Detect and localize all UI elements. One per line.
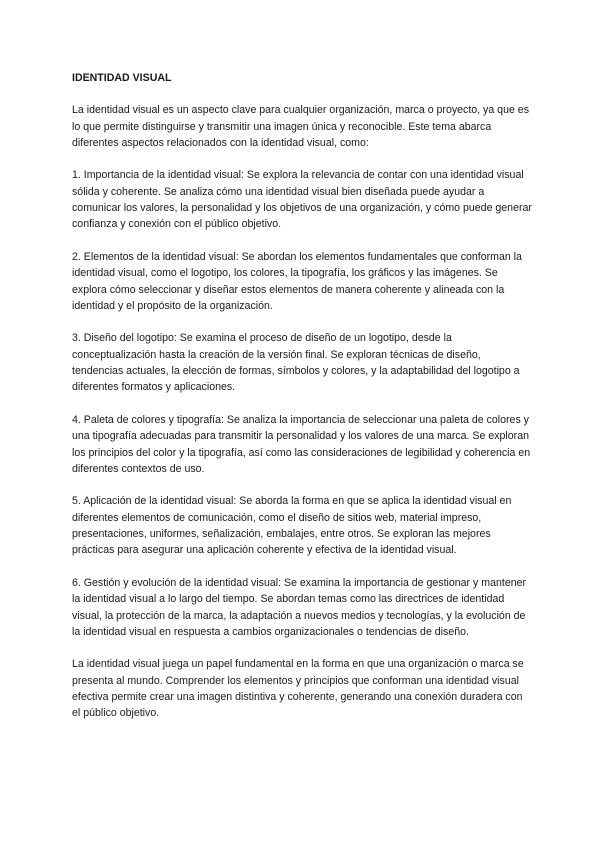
- paragraph-aplicacion: 5. Aplicación de la identidad visual: Se aborda la forma en que se aplica la identidad visual en diferentes elementos de comunicación, como el diseño de sitios web, material impreso, presentaciones, uniformes, señalización, embalajes, entre otros. Se exploran las mejores prácticas para asegurar una aplicación coherente y efectiva de la identidad visual.: [72, 495, 512, 557]
- paragraph-logotipo: 3. Diseño del logotipo: Se examina el proceso de diseño de un logotipo, desde la conceptualización hasta la creación de la versión final. Se exploran técnicas de diseño, tendencias actuales, la elección de formas, símbolos y colores, y la adaptabilidad del logotipo a diferentes formatos y aplicaciones.: [72, 332, 520, 394]
- paragraph-paleta: 4. Paleta de colores y tipografía: Se analiza la importancia de seleccionar una paleta de colores y una tipografía adecuadas para transmitir la personalidad y los valores de una marca. Se exploran los principios del color y la tipografía, así como las consideraciones de legibilidad y coherencia en diferentes contextos de uso.: [72, 413, 531, 475]
- document-page: [72, 70, 532, 738]
- paragraph-elementos: 2. Elementos de la identidad visual: Se abordan los elementos fundamentales que conforman la identidad visual, como el logotipo, los colores, la tipografía, los gráficos y las imágenes. Se explora cómo seleccionar y diseñar estos elementos de manera coherente y alineada con la identidad y el propósito de la organización.: [72, 250, 522, 312]
- paragraph-conclusion: La identidad visual juega un papel fundamental en la forma en que una organización o marca se presenta al mundo. Comprender los elementos y principios que conforman una identidad visual efectiva permite crear una imagen distintiva y coherente, generando una conexión duradera con el público objetivo.: [72, 658, 524, 720]
- paragraph-importancia: 1. Importancia de la identidad visual: Se explora la relevancia de contar con una identidad visual sólida y coherente. Se analiza cómo una identidad visual bien diseñada puede ayudar a comunicar los valores, la personalidad y los objetivos de una organización, y cómo puede generar confianza y conexión con el público objetivo.: [72, 169, 532, 231]
- paragraph-gestion: 6. Gestión y evolución de la identidad visual: Se examina la importancia de gestionar y mantener la identidad visual a lo largo del tiempo. Se abordan temas como las directrices de identidad visual, la protección de la marca, la adaptación a nuevos medios y tecnologías, y la evolución de la identidad visual en respuesta a cambios organizacionales o tendencias de diseño.: [72, 576, 527, 638]
- document-title: IDENTIDAD VISUAL: [72, 72, 172, 84]
- paragraph-intro: La identidad visual es un aspecto clave para cualquier organización, marca o proyecto, ya que es lo que permite distinguirse y transmitir una imagen única y reconocible. Este tema abarca diferentes aspectos relacionados con la identidad visual, como:: [72, 104, 529, 149]
